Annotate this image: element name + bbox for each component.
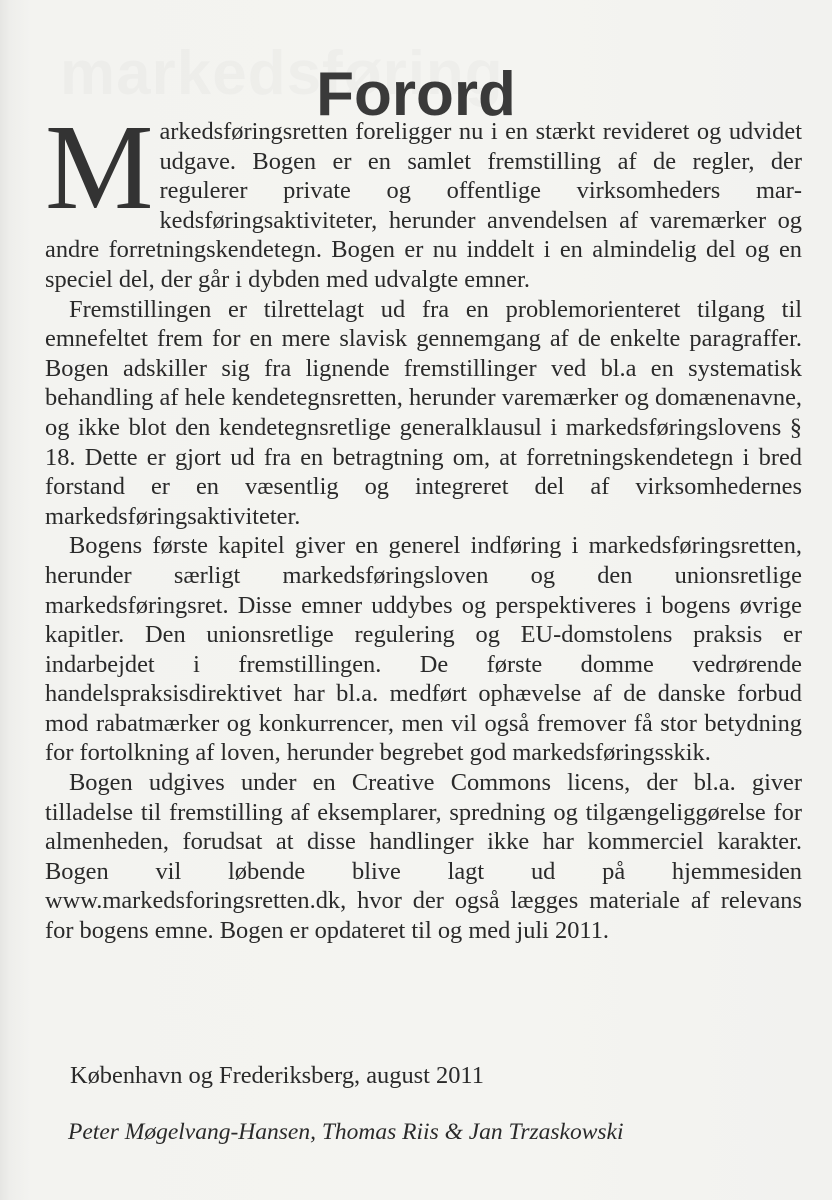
paragraph-2: Fremstillingen er tilrettelagt ud fra en problemorienteret tilgang til emnefeltet frem for en mere slavisk gennemgang af de enkelte paragraffer. Bogen adskiller sig fra lignende fremstillinger ved bl.a en systematisk behandling af hele kendetegnsretten, herunder varemærker og domænenavne, og ikke blot den kendetegnsretlige generalklausul i markedsføringslovens § 18. Dette er gjort ud fra en betragtning om, at forretningskendetegn i bred forstand er en væsentlig og integreret del af virksomhedernes markedsføringsaktiviteter. (45, 295, 802, 530)
paragraph-1 (45, 100, 802, 295)
paragraph-3: Bogens første kapitel giver en generel indføring i markedsføringsretten, herunder særligt markedsføringsloven og den unionsretlige markedsføringsret. Disse emner uddybes og perspektiveres i bogens øvrige kapitler. Den unionsretlige regulering og EU-domstolens praksis er indarbejdet i fremstillingen. De første domme vedrørende handelspraksisdirektivet har bl.a. medført ophævelse af de danske forbud mod rabatmærker og konkurrencer, men vil også fremover få stor betydning for fortolkning af loven, herunder begrebet god markedsføringsskik. (45, 532, 802, 767)
paragraph-1-text: arkedsføringsretten foreligger nu i en stærkt revideret og udvidet udgave. Bogen er en samlet fremstilling af de regler, der regulerer private og offentlige virksomheders markedsføringsaktiviteter, herunder anvendelsen af varemærker og andre forretningskendetegn. Bogen er nu inddelt i en almindelig del og en speciel del, der går i dybden med udvalgte emner. (45, 118, 802, 293)
place-and-date: København og Frederiksberg, august 2011 (70, 1062, 484, 1089)
authors-signature: Peter Møgelvang-Hansen, Thomas Riis & Jan Trzaskowski (68, 1119, 624, 1145)
preface-body (45, 100, 802, 946)
paragraph-4: Bogen udgives under en Creative Commons licens, der bl.a. giver tilladelse til fremstilling af eksemplarer, spredning og tilgængeliggørelse for almenheden, forudsat at disse handlinger ikke har kommerciel karakter. Bogen vil løbende blive lagt ud på hjemmesiden www.markedsforingsretten.dk, hvor der også lægges materiale af relevans for bogens emne. Bogen er opdateret til og med juli 2011. (45, 769, 802, 945)
dropcap-letter: M (45, 100, 154, 235)
page-title: Forord (316, 59, 516, 129)
